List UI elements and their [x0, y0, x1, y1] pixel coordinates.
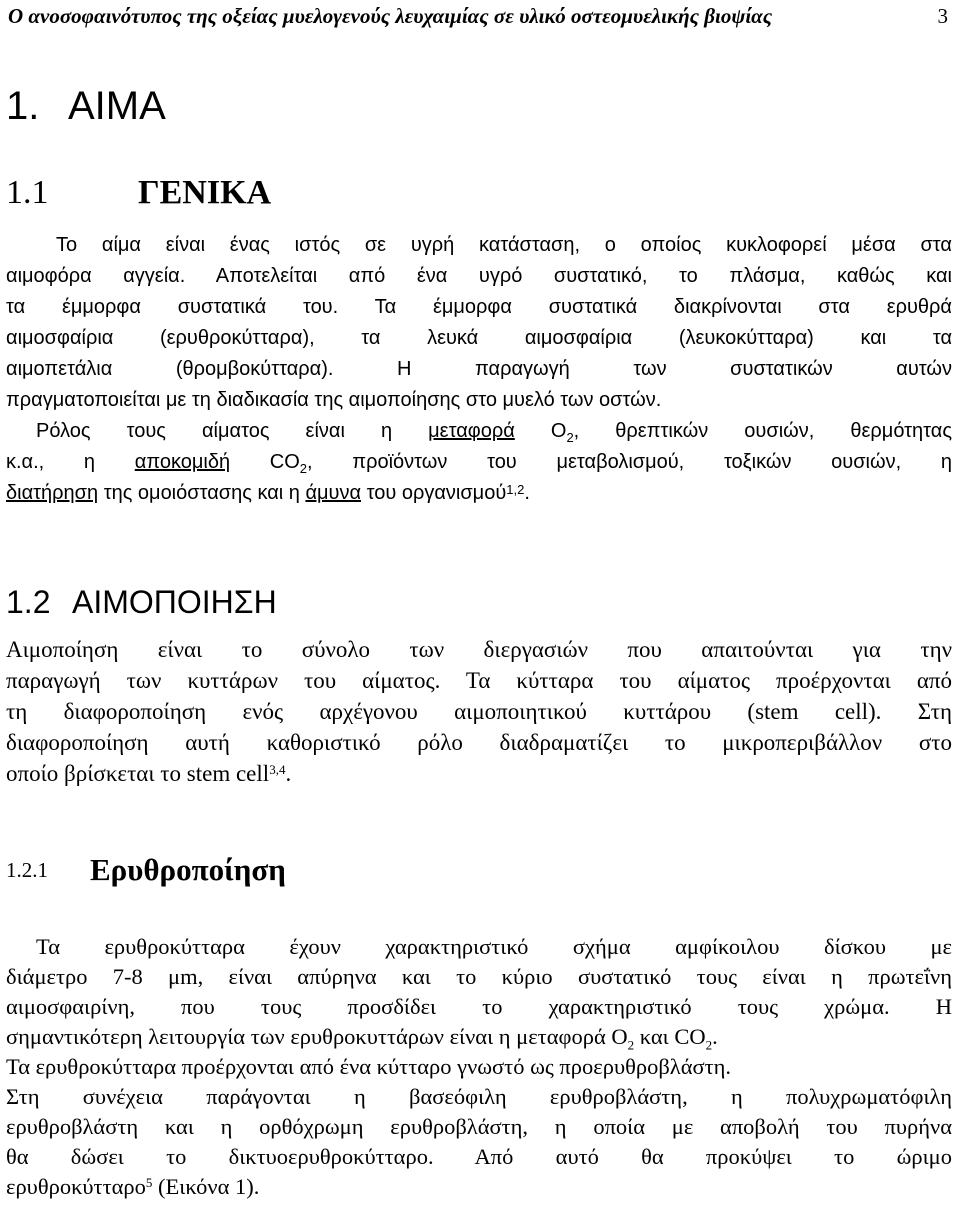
text-line: διάμετρο 7-8 μm, είναι απύρηνα και το κύριο συστατικό τους είναι η πρωτεΐνη [6, 964, 952, 989]
text-line: τη διαφοροποίηση ενός αρχέγονου αιμοποιητικού κυττάρου (stem cell). Στη [6, 699, 952, 724]
section-1-2-heading [6, 584, 277, 621]
text-line: Αιμοποίηση είναι το σύνολο των διεργασιών που απαιτούνται για την [6, 637, 952, 662]
page-number: 3 [937, 4, 948, 28]
underlined-term: μεταφορά [428, 420, 515, 442]
citation: 5 [145, 1175, 153, 1190]
text-line: αιμοσφαίρια (ερυθροκύτταρα), τα λευκά αιμοσφαίρια (λευκοκύτταρα) και τα [6, 327, 952, 349]
text-line: Στη συνέχεια παράγονται η βασεόφιλη ερυθροβλάστη, η πολυχρωματόφιλη [6, 1084, 952, 1109]
underlined-term: διατήρηση [6, 482, 99, 504]
citation: 1,2 [506, 482, 525, 497]
section-1-heading [6, 84, 166, 129]
text-line: πραγματοποιείται με τη διαδικασία της αιμοποίησης στο μυελό των οστών. [6, 389, 662, 411]
citation: 3,4 [269, 762, 286, 777]
text-line: οποίο βρίσκεται το stem cell$^{3,4}$. [6, 761, 292, 786]
section-number: 1.2.1 [6, 857, 48, 882]
text-line: αιμοσφαιρίνη, που τους προσδίδει το χαρακτηριστικό τους χρώμα. Η [6, 994, 952, 1019]
paragraph-general [6, 230, 952, 509]
section-title: ΓΕΝΙΚΑ [138, 174, 272, 211]
text-line: ερυθροκύτταρο$^5$ (Εικόνα 1). [6, 1174, 260, 1199]
text-line: αιμοπετάλια (θρομβοκύτταρα). Η παραγωγή των συστατικών αυτών [6, 358, 952, 380]
underlined-term: άμυνα [305, 482, 362, 504]
section-1-2-1-heading [6, 852, 286, 888]
text-line: Ρόλος τους αίματος είναι η μεταφορά $O_2$, θρεπτικών ουσιών, θερμότητας [36, 420, 952, 445]
underlined-term: αποκομιδή [134, 451, 231, 473]
section-title: Ερυθροποίηση [90, 852, 286, 887]
section-1-1-heading [6, 174, 271, 212]
text-line: Τα ερυθροκύτταρα έχουν χαρακτηριστικό σχήμα αμφίκοιλου δίσκου με [36, 934, 952, 959]
text-line: κ.α., η αποκομιδή $CO_2$, προϊόντων του μεταβολισμού, τοξικών ουσιών, η [6, 451, 952, 476]
section-title: ΑΙΜΟΠΟΙΗΣΗ [72, 584, 277, 620]
running-title: Ο ανοσοφαινότυπος της οξείας μυελογενούς λευχαιμίας σε υλικό οστεομυελικής βιοψίας [8, 4, 773, 28]
text-line: ερυθροβλάστη και η ορθόχρωμη ερυθροβλάστη, η οποία με αποβολή του πυρήνα [6, 1114, 952, 1139]
section-number: 1.1 [6, 174, 49, 211]
text-line: σημαντικότερη λειτουργία των ερυθροκυττάρων είναι η μεταφορά $O_2$ και $CO_2$. [6, 1024, 718, 1053]
paragraph-erythropoiesis [6, 932, 952, 1202]
text-line: Το αίμα είναι ένας ιστός σε υγρή κατάσταση, ο οποίος κυκλοφορεί μέσα στα [56, 234, 952, 256]
text-line: διαφοροποίηση αυτή καθοριστικό ρόλο διαδραματίζει το μικροπεριβάλλον στο [6, 730, 952, 755]
section-title: ΑΙΜΑ [68, 84, 166, 128]
text-line: Τα ερυθροκύτταρα προέρχονται από ένα κύτταρο γνωστό ως προερυθροβλάστη. [6, 1054, 732, 1079]
text-line: θα δώσει το δικτυοερυθροκύτταρο. Από αυτό θα προκύψει το ώριμο [6, 1144, 952, 1169]
text-line: τα έμμορφα συστατικά του. Τα έμμορφα συστατικά διακρίνονται στα ερυθρά [6, 296, 952, 318]
paragraph-hematopoiesis [6, 634, 952, 789]
section-number: 1. [6, 84, 40, 128]
text-line: αιμοφόρα αγγεία. Αποτελείται από ένα υγρό συστατικό, το πλάσμα, καθώς και [6, 265, 952, 287]
running-header [8, 4, 948, 29]
text-line: παραγωγή των κυττάρων του αίματος. Τα κύτταρα του αίματος προέρχονται από [6, 668, 952, 693]
text-line: διατήρηση της ομοιόστασης και η άμυνα του οργανισμού$^{1,2}$. [6, 482, 530, 504]
section-number: 1.2 [6, 584, 51, 620]
